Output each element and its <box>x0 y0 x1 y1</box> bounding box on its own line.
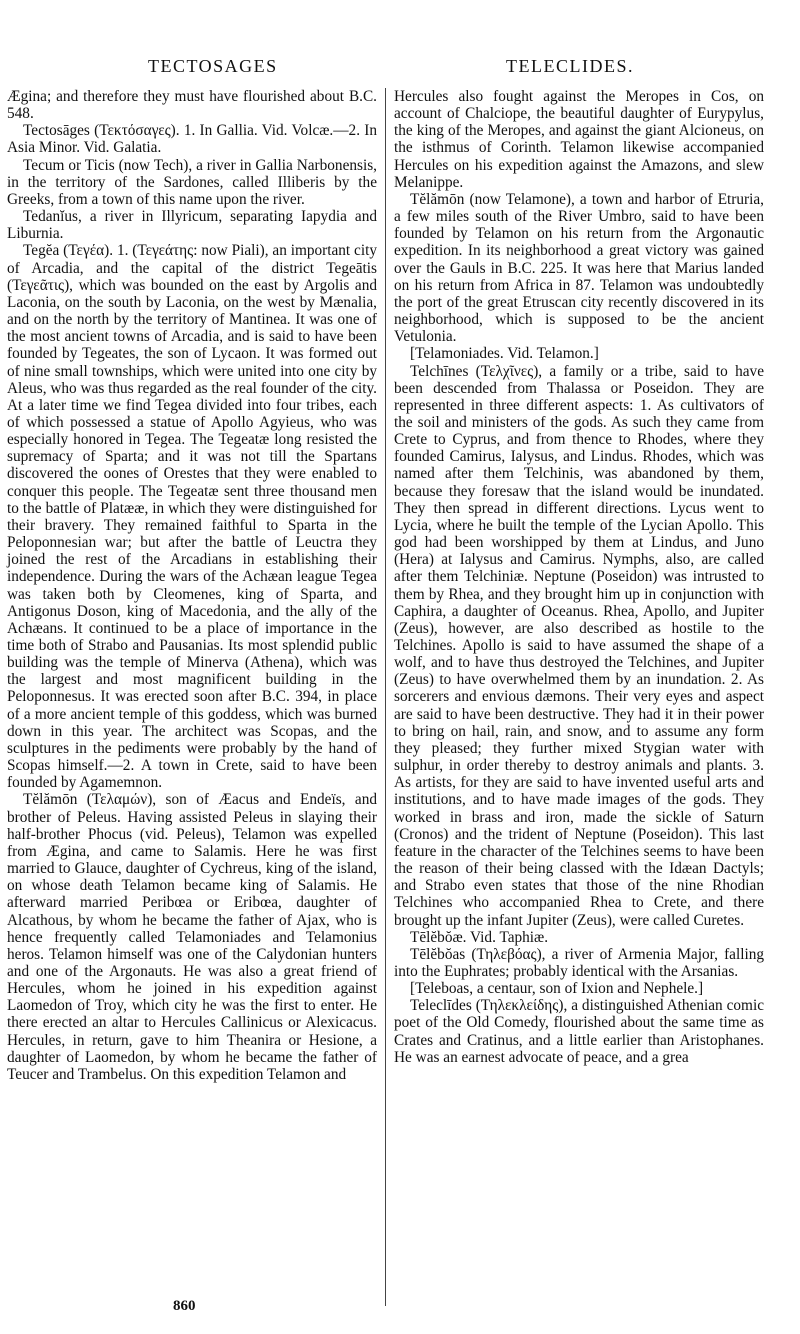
entry-telchines: Telchīnes (Τελχῖνες), a family or a tribe, said to have been descended from Thalassa or Poseidon. They are represented in three different aspects: 1. As cultivators of the soil and ministers of the gods. As such they came from Crete to Cyprus, and from thence to Rhodes, where they founded Camirus, Ialysus, and Lindus. Rhodes, which was named after them Telchinis, was abandoned by them, because they foresaw that the island would be inundated. They then spread in different directions. Lycus went to Lycia, where he built the temple of the Lycian Apollo. This god had been worshipped by them at Lindus, and Juno (Hera) at Ialysus and Camirus. Nymphs, also, are called after them Telchiniæ. Neptune (Poseidon) was intrusted to them by Rhea, and they brought him up in conjunction with Caphira, a daughter of Oceanus. Rhea, Apollo, and Jupiter (Zeus), however, are also described as hostile to the Telchines. Apollo is said to have assumed the shape of a wolf, and to have thus destroyed the Telchines, and Jupiter (Zeus) to have overwhelmed them by an inundation. 2. As sorcerers and envious dæmons. Their very eyes and aspect are said to have been destructive. They had it in their power to bring on hail, rain, and snow, and to assume any form they pleased; they further mixed Stygian water with sulphur, in order thereby to destroy animals and plants. 3. As artists, for they are said to have invented useful arts and institutions, and to have made images of the gods. They worked in brass and iron, made the sickle of Saturn (Cronos) and the trident of Neptune (Poseidon). This last feature in the character of the Telchines seems to have been the reason of their being classed with the Idæan Dactyls; and Strabo even states that those of the nine Rhodian Telchines who accompanied Rhea to Crete, and there brought up the infant Jupiter (Zeus), were called Curetes. <box>394 362 764 929</box>
entry-teleboae: Tēlĕbŏæ. Vid. Taphiæ. <box>410 928 549 946</box>
right-column <box>394 88 764 1066</box>
entry-teleboas-centaur: [Teleboas, a centaur, son of Ixion and Nephele.] <box>410 980 704 998</box>
left-entry-continuation: Ægina; and therefore they must have flourished about B.C. 548. <box>7 88 377 123</box>
right-entry-continuation: Hercules also fought against the Meropes in Cos, on account of Chalciope, the beautiful daughter of Eurypylus, the king of the Meropes, and against the giant Alcioneus, on the isthmus of Corinth. Telamon likewise accompanied Hercules on his expedition against the Amazons, and slew Melanippe. <box>394 88 764 191</box>
entry-tegea: Tegĕa (Τεγέα). 1. (Τεγεάτης: now Piali), an important city of Arcadia, and the capital of the district Tegeātis (Τεγεᾶτις), which was bounded on the east by Argolis and Laconia, on the south by Laconia, on the west by Mænalia, and on the north by the territory of Mantinea. It was one of the most ancient towns of Arcadia, and is said to have been founded by Tegeates, the son of Lycaon. It was formed out of nine small townships, which were united into one city by Aleus, who was thus regarded as the real founder of the city. At a later time we find Tegea divided into four tribes, each of which possessed a statue of Apollo Agyieus, who was especially honored in Tegea. The Tegeatæ long resisted the supremacy of Sparta; and it was not till the Spartans discovered the oones of Orestes that they were enabled to conquer this people. The Tegeatæ sent three thousand men to the battle of Platææ, in which they were distinguished for their bravery. They remained faithful to Sparta in the Peloponnesian war; but after the battle of Leuctra they joined the rest of the Arcadians in establishing their independence. During the wars of the Achæan league Tegea was taken both by Cleomenes, king of Sparta, and Antigonus Doson, king of Macedonia, and the ally of the Achæans. It continued to be a place of importance in the time both of Strabo and Pausanias. Its most splendid public building was the temple of Minerva (Athena), which was the largest and most magnificent building in the Peloponnesus. It was erected soon after B.C. 394, in place of a more ancient temple of this goddess, which was burned down in this year. The architect was Scopas, and the sculptures in the pediments were probably by the hand of Scopas himself.—2. A town in Crete, said to have been founded by Agamemnon. <box>7 242 377 792</box>
column-divider <box>385 88 386 1306</box>
entry-telamon-town: Tĕlămōn (now Telamone), a town and harbor of Etruria, a few miles south of the River Umbro, said to have been founded by Telamon on his return from the Argonautic expedition. In its neighborhood a great victory was gained over the Gauls in B.C. 225. It was here that Marius landed on his return from Africa in 87. Telamon was undoubtedly the port of the great Etruscan city recently discovered in its neighborhood, which is supposed to be the ancient Vetulonia. <box>394 190 764 346</box>
left-column <box>7 88 377 1083</box>
entry-tedanius: Tedanĭus, a river in Illyricum, separating Iapydia and Liburnia. <box>7 208 377 243</box>
entry-teleclides: Teleclīdes (Τηλεκλείδης), a distinguished Athenian comic poet of the Old Comedy, flourished about the same time as Crates and Cratinus, and a little earlier than Aristophanes. He was an earnest advocate of peace, and a grea <box>394 997 764 1066</box>
running-head-right: TELECLIDES. <box>506 56 634 76</box>
entry-telamon-hero: Tĕlămōn (Τελαμών), son of Æacus and Endeïs, and brother of Peleus. Having assisted Peleus in slaying their half-brother Phocus (vid. Peleus), Telamon was expelled from Ægina, and came to Salamis. Here he was first married to Glauce, daughter of Cychreus, king of the island, on whose death Telamon became king of Salamis. He afterward married Peribœa or Eribœa, daughter of Alcathous, by whom he became the father of Ajax, who is hence frequently called Telamoniades and Telamonius heros. Telamon himself was one of the Calydonian hunters and one of the Argonauts. He was also a great friend of Hercules, whom he joined in his expedition against Laomedon of Troy, which city he was the first to enter. He there erected an altar to Hercules Callinicus or Alexicacus. Hercules, in return, gave to him Theanira or Hesione, a daughter of Laomedon, by whom he became the father of Teucer and Trambelus. On this expedition Telamon and <box>7 791 377 1083</box>
entry-tecum: Tecum or Ticis (now Tech), a river in Gallia Narbonensis, in the territory of the Sardones, called Illiberis by the Greeks, from a town of this name upon the river. <box>7 156 377 208</box>
running-head-left: TECTOSAGES <box>148 56 278 76</box>
page-number: 860 <box>173 1298 196 1314</box>
entry-telamoniades: [Telamoniades. Vid. Telamon.] <box>410 345 599 363</box>
entry-tectosages: Tectosāges (Τεκτόσαγες). 1. In Gallia. Vid. Volcæ.—2. In Asia Minor. Vid. Galatia. <box>7 122 377 157</box>
entry-teleboas-river: Tēlĕbŏas (Τηλεβόας), a river of Armenia Major, falling into the Euphrates; probably identical with the Arsanias. <box>394 945 764 980</box>
